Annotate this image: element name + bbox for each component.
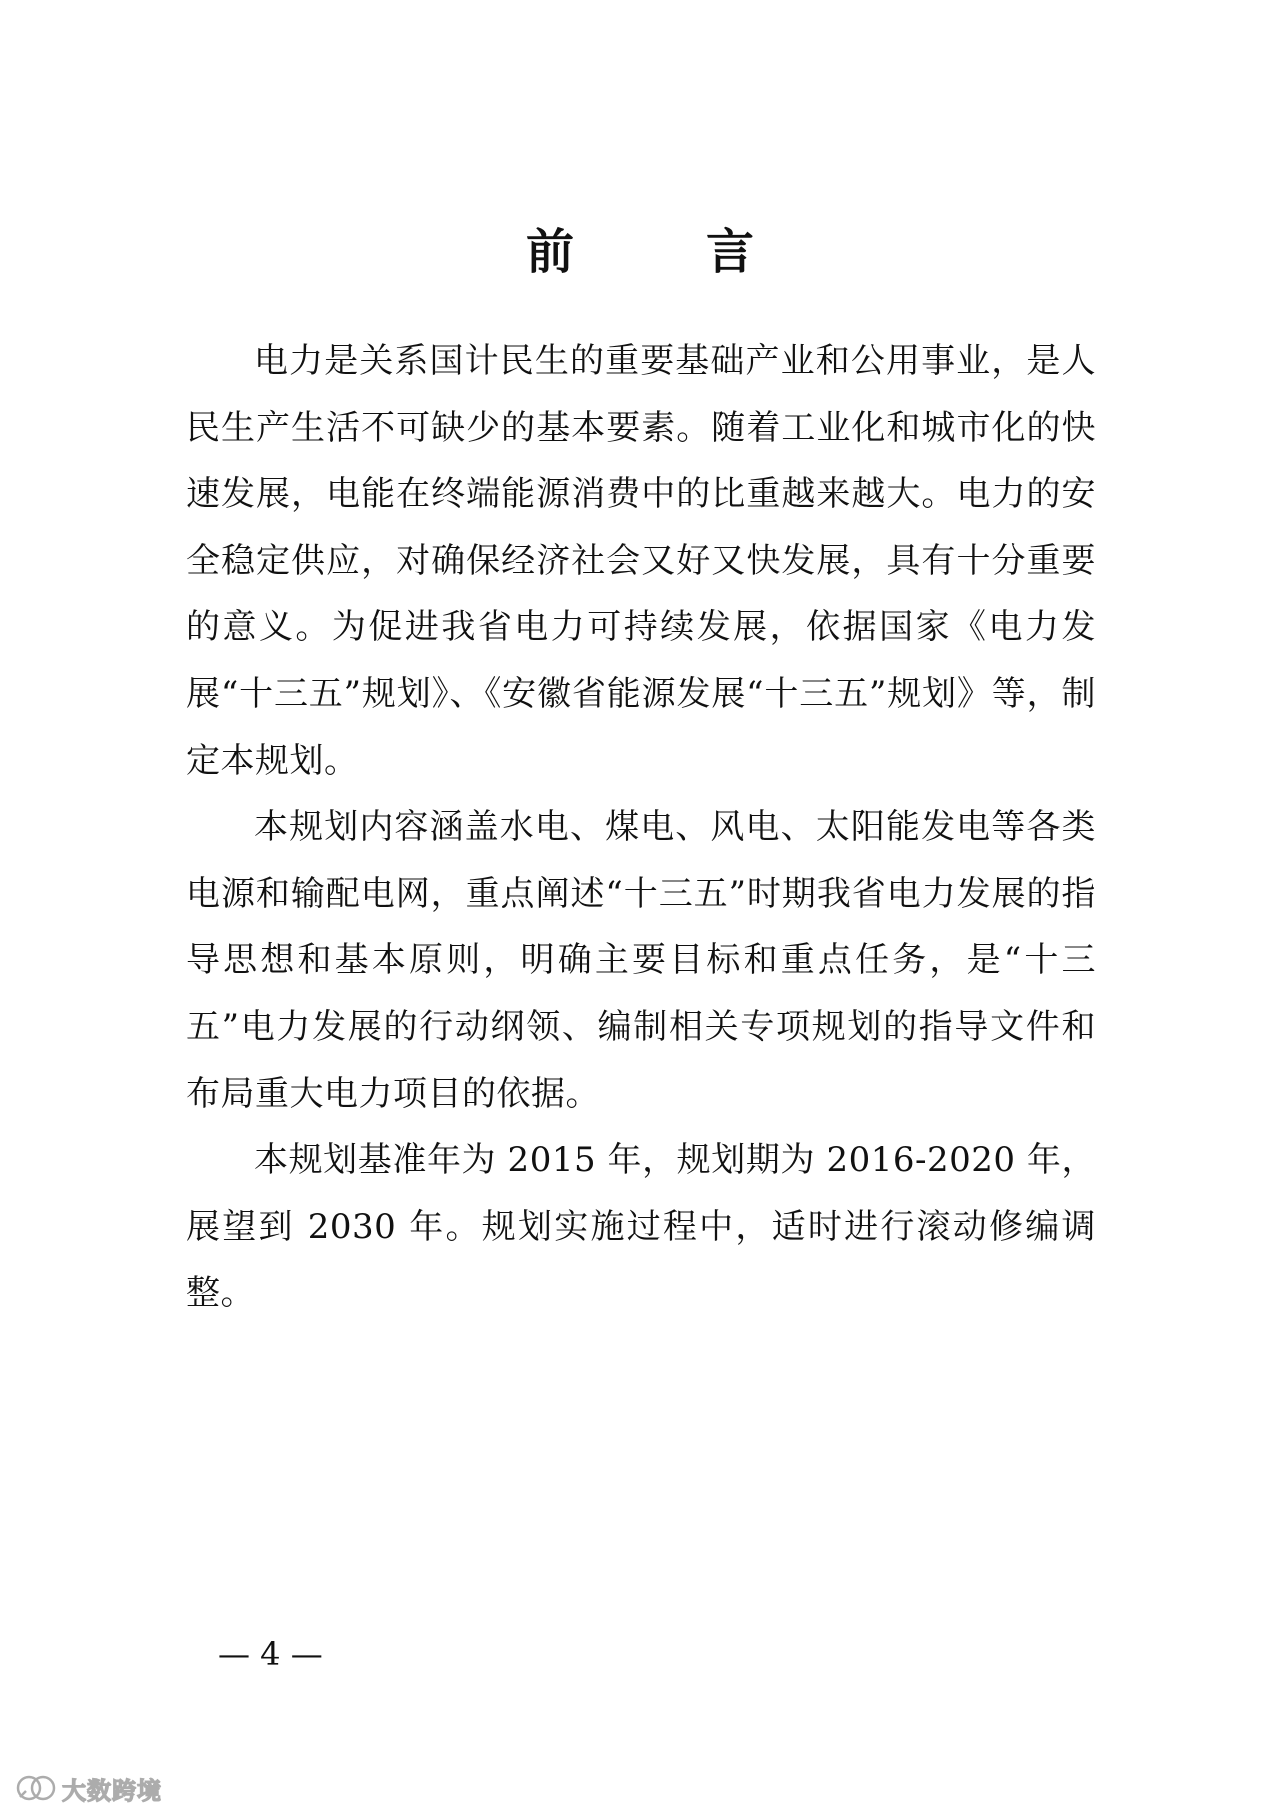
paragraph-2: 本规划内容涵盖水电、煤电、风电、太阳能发电等各类电源和输配电网，重点阐述“十三五”时期我省电力发展的指导思想和基本原则，明确主要目标和重点任务，是“十三五”电力发展的行动纲领、编制相关专项规划的指导文件和布局重大电力项目的依据。 xyxy=(186,807,1096,1114)
paragraph-3: 本规划基准年为 2015 年，规划期为 2016-2020 年，展望到 2030 年。规划实施过程中，适时进行滚动修编调整。 xyxy=(186,1140,1096,1314)
watermark-text: 大数跨境 xyxy=(62,1776,162,1805)
page-title: 前 言 xyxy=(525,224,796,280)
paragraph-1: 电力是关系国计民生的重要基础产业和公用事业，是人民生产生活不可缺少的基本要素。随着工业化和城市化的快速发展，电能在终端能源消费中的比重越来越大。电力的安全稳定供应，对确保经济社会又好又快发展，具有十分重要的意义。为促进我省电力可持续发展，依据国家《电力发展“十三五”规划》、《安徽省能源发展“十三五”规划》等，制定本规划。 xyxy=(186,341,1096,781)
watermark xyxy=(14,1770,162,1806)
page-number: — 4 — xyxy=(218,1635,323,1673)
document-body xyxy=(186,328,1096,1327)
logo-icon xyxy=(14,1773,58,1803)
